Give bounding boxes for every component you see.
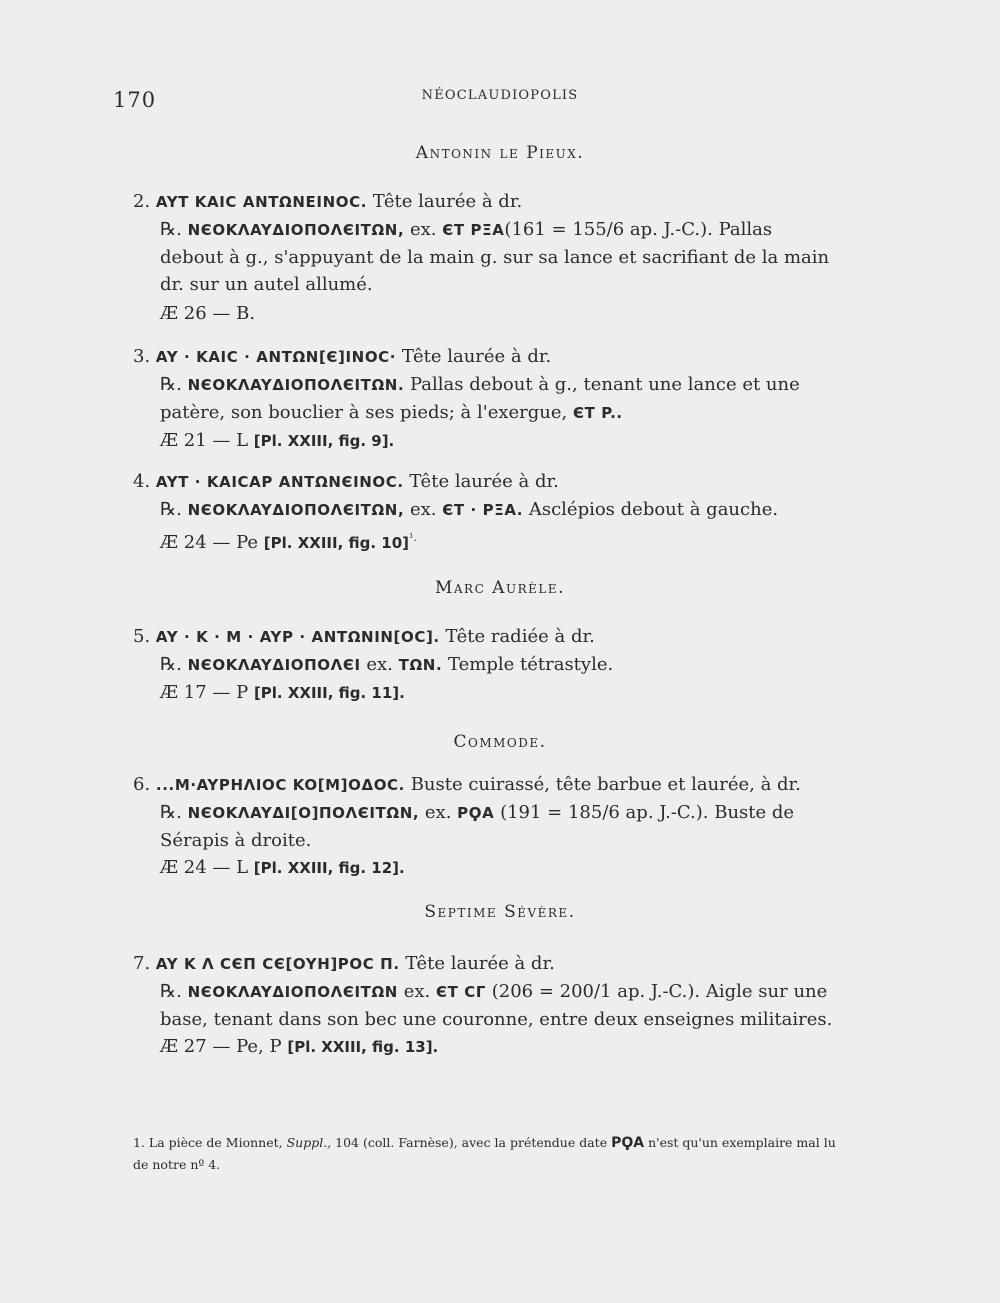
entry-number: 3.	[133, 346, 151, 367]
metal-size: Æ 21 — L	[160, 430, 249, 451]
entry-2	[133, 188, 840, 327]
reverse-description: Pallas debout à g., s'appuyant de la main g. sur sa lance et sacrifiant de la main dr. sur un autel allumé.	[160, 219, 830, 295]
reverse-mark: ℞.	[160, 374, 182, 395]
obverse-line	[133, 468, 840, 496]
reverse-description: Temple tétrastyle.	[448, 654, 614, 675]
obverse-line	[133, 343, 840, 371]
obverse-description: Tête laurée à dr.	[401, 346, 552, 367]
obverse-description: Tête laurée à dr.	[409, 471, 559, 492]
date-legend: ЄT · PΞA.	[442, 501, 524, 519]
date-legend: PϘA	[457, 804, 495, 822]
footnote-mark: ¹.	[409, 531, 417, 544]
plate-reference: [Pl. XXIII, fig. 10]	[263, 534, 409, 552]
obverse-description: Tête laurée à dr.	[405, 953, 555, 974]
reverse-block	[133, 496, 840, 524]
reverse-block	[133, 978, 840, 1033]
date-legend: ЄT PΞA	[442, 221, 505, 239]
date-legend: ЄT CΓ	[435, 983, 486, 1001]
obverse-legend: ...M·AYPHΛIOC KO[M]OΔOC.	[155, 776, 405, 794]
footnote-text-before: La pièce de Mionnet,	[148, 1135, 283, 1150]
entry-3	[133, 343, 840, 455]
metal-size: Æ 26 — B.	[160, 303, 256, 324]
obverse-legend: AY K Λ CЄΠ CЄ[OYH]POC Π.	[155, 955, 400, 973]
obverse-legend: AYT KAIC ANTΩNEINOC.	[155, 193, 367, 211]
metal-size: Æ 24 — L	[160, 857, 249, 878]
exergue-label: ex.	[424, 802, 452, 823]
reverse-description: Asclépios debout à gauche.	[528, 499, 779, 520]
section-title-antonin: Antonin le Pieux.	[415, 143, 585, 163]
reverse-legend: NЄOKΛAYΔIOΠOΛЄITΩN,	[187, 501, 405, 519]
section-title-commode: Commode.	[453, 732, 547, 752]
footnote	[133, 1132, 840, 1176]
entry-4	[133, 468, 840, 557]
reverse-description: Buste de Sérapis à droite.	[160, 802, 795, 851]
metal-size: Æ 27 — Pe, P	[160, 1036, 282, 1057]
exergue-label: ex.	[410, 219, 437, 240]
reverse-description: Aigle sur une base, tenant dans son bec une couronne, entre deux enseignes militaires.	[160, 981, 833, 1030]
reverse-description: Pallas debout à g., tenant une lance et une patère, son bouclier à ses pieds; à l'exergue,	[160, 374, 800, 423]
footnote-legend: PϘA	[611, 1135, 645, 1151]
metal-size-line	[133, 524, 840, 557]
section-title-marc-aurele: Marc Aurèle.	[434, 578, 565, 598]
reverse-legend: NЄOKΛAYΔIOΠOΛЄITΩN	[187, 983, 398, 1001]
plate-reference: [Pl. XXIII, fig. 9].	[253, 432, 395, 450]
exergue-label: ex.	[366, 654, 393, 675]
reverse-legend: NЄOKΛAYΔIOΠOΛЄITΩN.	[187, 376, 405, 394]
entry-number: 2.	[133, 191, 151, 212]
date-note: (206 = 200/1 ap. J.-C.).	[491, 981, 701, 1002]
footnote-source: Suppl.,	[286, 1135, 332, 1150]
exergue-label: ex.	[410, 499, 437, 520]
footnote-text-after: n'est qu'un exemplaire mal lu de notre nº 4.	[133, 1135, 836, 1172]
entry-7	[133, 950, 840, 1061]
reverse-legend: NЄOKΛAYΔIOΠOΛЄITΩN,	[187, 221, 405, 239]
exergue-label: ex.	[403, 981, 431, 1002]
reverse-block	[133, 651, 840, 679]
reverse-block	[133, 371, 840, 427]
reverse-block	[133, 799, 840, 854]
reverse-mark: ℞.	[160, 499, 182, 520]
entry-6	[133, 771, 840, 882]
metal-size-line	[133, 679, 840, 707]
obverse-legend: AY · KAIC · ANTΩN[Є]INOC·	[155, 348, 397, 366]
obverse-line	[133, 623, 840, 651]
obverse-line	[133, 950, 840, 978]
reverse-legend: NЄOKΛAYΔI[O]ΠOΛЄITΩN,	[187, 804, 420, 822]
footnote-number: 1.	[133, 1135, 145, 1150]
exergue-legend: ЄT P..	[572, 404, 623, 422]
entry-number: 7.	[133, 953, 151, 974]
reverse-mark: ℞.	[160, 654, 182, 675]
metal-size-line	[133, 1033, 840, 1061]
metal-size: Æ 24 — Pe	[160, 532, 259, 553]
section-title-septime-severe: Septime Sévère.	[424, 902, 576, 922]
obverse-legend: AY · K · M · AYP · ANTΩNIN[OC].	[155, 628, 440, 646]
page-number: 170	[113, 88, 157, 112]
metal-size-line	[133, 427, 840, 455]
metal-size-line	[133, 854, 840, 882]
metal-size: Æ 17 — P	[160, 682, 249, 703]
plate-reference: [Pl. XXIII, fig. 11].	[253, 684, 405, 702]
obverse-line	[133, 188, 840, 216]
date-note: (161 = 155/6 ap. J.-C.).	[504, 219, 713, 240]
obverse-description: Tête radiée à dr.	[445, 626, 595, 647]
obverse-description: Buste cuirassé, tête barbue et laurée, à dr.	[410, 774, 801, 795]
reverse-mark: ℞.	[160, 802, 182, 823]
entry-number: 6.	[133, 774, 151, 795]
obverse-line	[133, 771, 840, 799]
entry-number: 5.	[133, 626, 151, 647]
obverse-description: Tête laurée à dr.	[372, 191, 523, 212]
reverse-mark: ℞.	[160, 981, 182, 1002]
plate-reference: [Pl. XXIII, fig. 12].	[253, 859, 405, 877]
entry-number: 4.	[133, 471, 151, 492]
date-note: (191 = 185/6 ap. J.-C.).	[500, 802, 709, 823]
running-title: NÉOCLAUDIOPOLIS	[421, 88, 579, 103]
footnote-text-middle: 104 (coll. Farnèse), avec la prétendue date	[335, 1135, 608, 1150]
obverse-legend: AYT · KAICAP ANTΩNЄINOC.	[155, 473, 404, 491]
plate-reference: [Pl. XXIII, fig. 13].	[287, 1038, 439, 1056]
reverse-legend: NЄOKΛAYΔIOΠOΛЄI	[187, 656, 361, 674]
reverse-mark: ℞.	[160, 219, 182, 240]
reverse-block	[133, 216, 840, 298]
entry-5	[133, 623, 840, 707]
exergue-legend: TΩN.	[398, 656, 443, 674]
